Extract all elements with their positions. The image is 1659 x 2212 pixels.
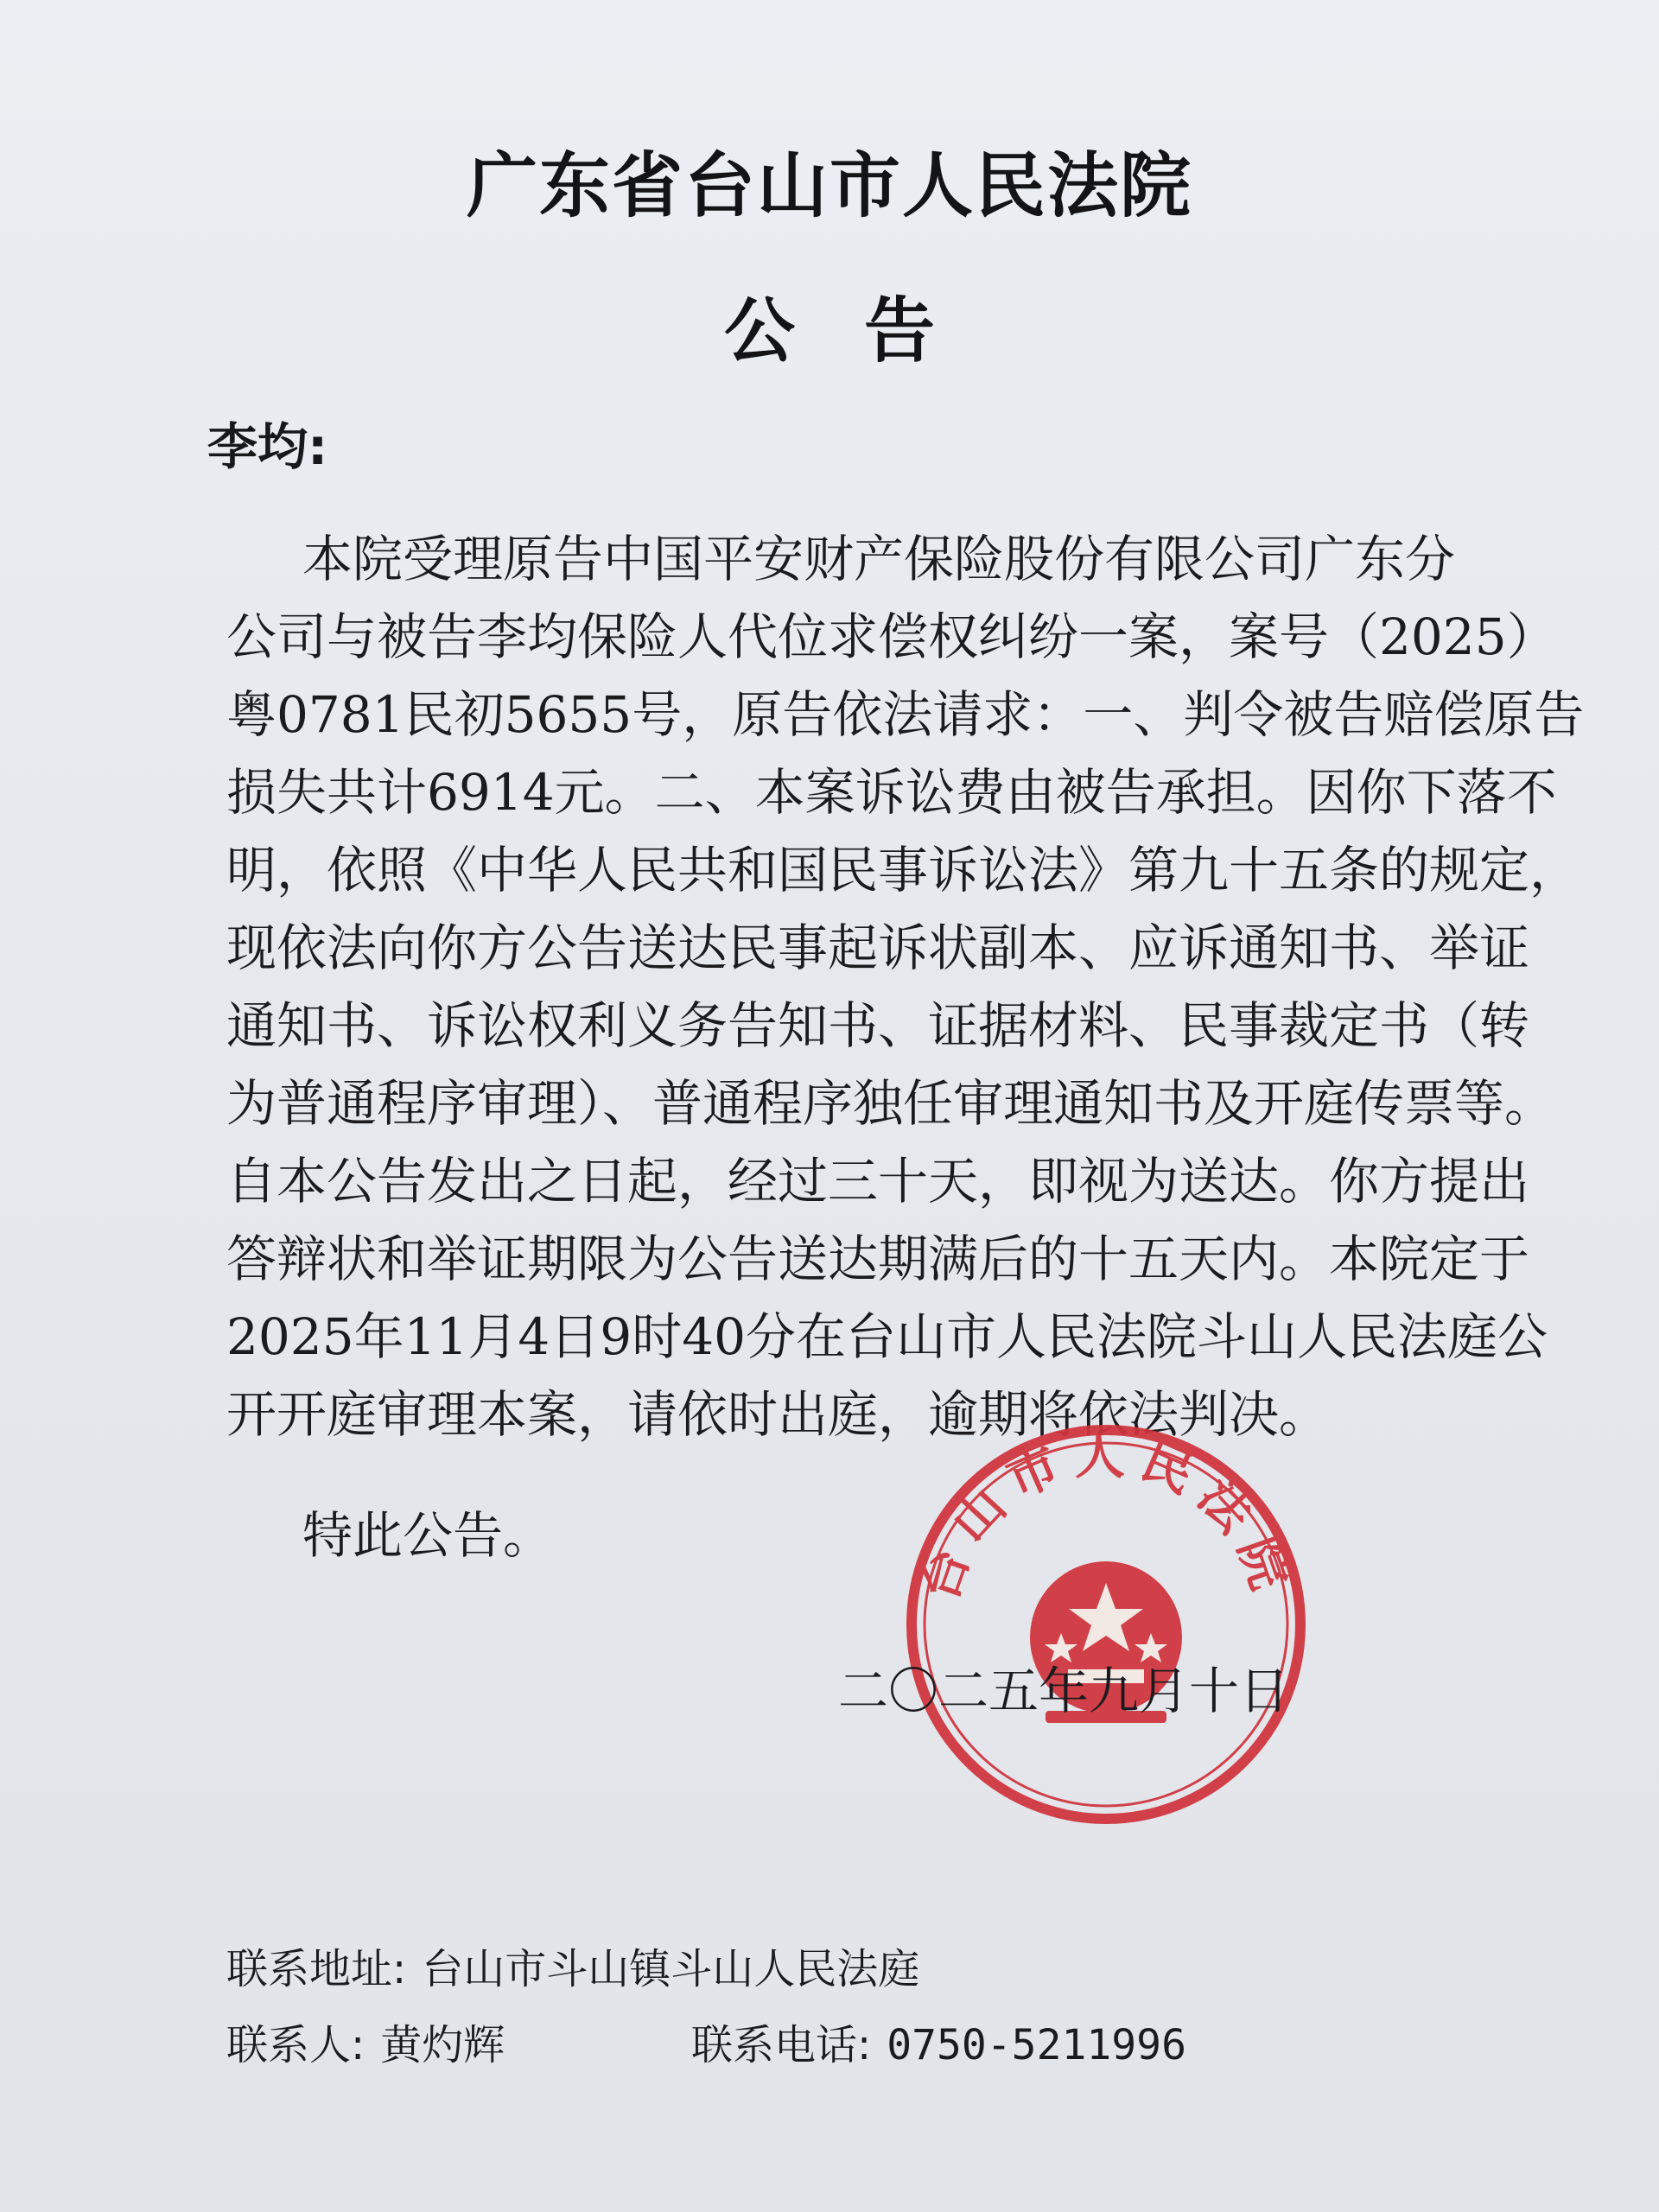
contact-phone-value: 0750-5211996: [887, 2021, 1186, 2069]
body-line: 损失共计6914元。二、本案诉讼费由被告承担。因你下落不: [226, 763, 1557, 822]
addressee: 李均:: [207, 417, 328, 476]
body-line: 答辩状和举证期限为公告送达期满后的十五天内。本院定于: [226, 1230, 1530, 1288]
contact-address-label: 联系地址:: [226, 1945, 407, 1993]
body-line: 明，依照《中华人民共和国民事诉讼法》第九十五条的规定，: [226, 841, 1580, 899]
issue-date: 二〇二五年九月十日: [838, 1662, 1290, 1720]
court-title: 广东省台山市人民法院: [466, 145, 1192, 227]
contact-address-value: 台山市斗山镇斗山人民法庭: [422, 1945, 920, 1993]
body-line: 开开庭审理本案，请依时出庭，逾期将依法判决。: [226, 1385, 1330, 1444]
contact-address: [226, 1936, 919, 1995]
closing-text: 特此公告。: [302, 1506, 554, 1565]
document-type-char: 公: [723, 290, 795, 372]
court-seal: [899, 1417, 1313, 1832]
seal-arc-text: 台山市人民法院: [908, 1426, 1304, 1608]
document-type-char: 告: [864, 290, 936, 372]
body-line: 自本公告发出之日起，经过三十天，即视为送达。你方提出: [226, 1152, 1530, 1211]
contact-person-label: 联系人:: [226, 2021, 365, 2069]
contact-person: [226, 2012, 505, 2071]
body-line: 现依法向你方公告送达民事起诉状副本、应诉通知书、举证: [226, 918, 1530, 977]
body-line: 为普通程序审理）、普通程序独任审理通知书及开庭传票等。: [226, 1074, 1555, 1133]
contact-phone-label: 联系电话:: [691, 2021, 872, 2069]
body-line: 本院受理原告中国平安财产保险股份有限公司广东分: [302, 530, 1456, 588]
body-line: 粤0781民初5655号，原告依法请求：一、判令被告赔偿原告: [226, 685, 1585, 744]
contact-person-value: 黄灼辉: [380, 2021, 505, 2069]
body-line: 通知书、诉讼权利义务告知书、证据材料、民事裁定书（转: [226, 996, 1530, 1055]
body-line: 2025年11月4日9时40分在台山市人民法院斗山人民法庭公: [226, 1307, 1548, 1366]
document-type-heading: [0, 275, 1659, 376]
contact-phone: [691, 2012, 1186, 2071]
body-line: 公司与被告李均保险人代位求偿权纠纷一案，案号（2025）: [226, 607, 1557, 666]
